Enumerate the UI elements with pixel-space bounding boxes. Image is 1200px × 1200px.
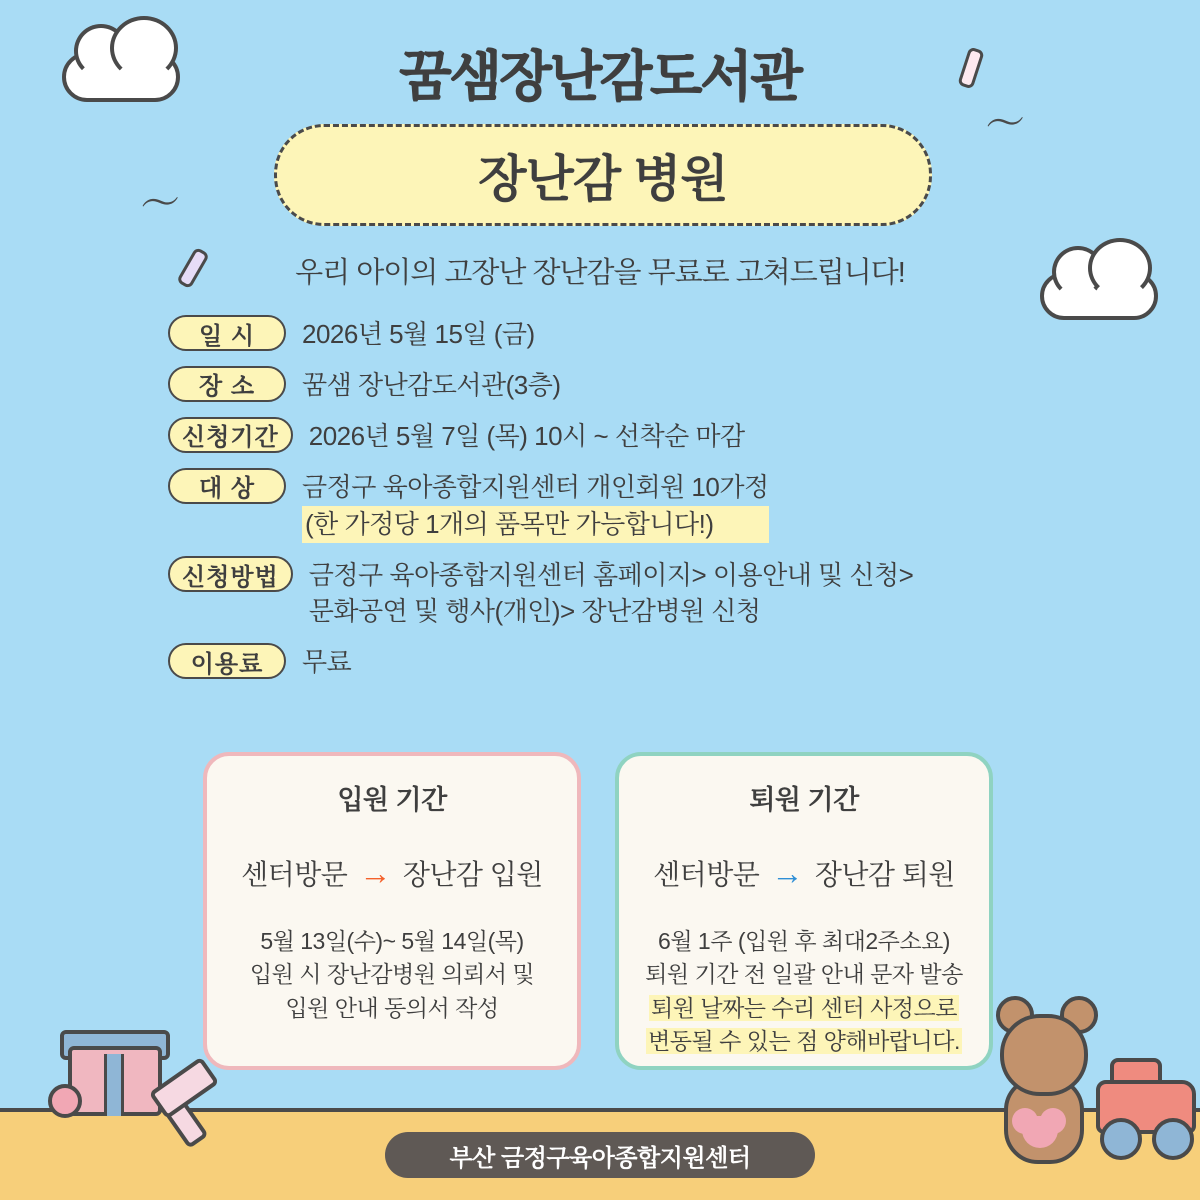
info-row (168, 366, 1128, 404)
info-row (168, 417, 1128, 455)
info-value-line2: 문화공연 및 행사(개인)> 장난감병원 신청 (308, 596, 761, 627)
card-body-highlight: 변동될 수 있는 점 양해바랍니다. (648, 1028, 960, 1055)
info-list (168, 315, 1128, 694)
card-title: 입원 기간 (337, 785, 447, 815)
info-value-line2: (한 가정당 1개의 품목만 가능합니다!) (302, 506, 769, 544)
card-body-highlight: 퇴원 날짜는 수리 센터 사정으로 (651, 994, 957, 1021)
subtitle: 우리 아이의 고장난 장난감을 무료로 고쳐드립니다! (295, 257, 905, 289)
card-group (203, 752, 993, 1070)
card-body (223, 925, 561, 1025)
ball-icon (48, 1084, 82, 1118)
card-body (635, 925, 973, 1058)
card-title: 퇴원 기간 (749, 785, 859, 815)
card-flow (223, 853, 561, 893)
info-value (302, 315, 535, 353)
info-label: 이용료 (168, 643, 286, 679)
info-row (168, 643, 1128, 681)
info-label: 신청방법 (168, 556, 293, 592)
info-value-line1: 금정구 육아종합지원센터 홈페이지> 이용안내 및 신청> (308, 560, 914, 591)
flow-from: 센터방문 (653, 859, 760, 890)
swirl-icon: 〜 (982, 99, 1029, 149)
toy-car-wheel-icon (1152, 1118, 1194, 1160)
page-title: 꿈샘장난감도서관 (399, 47, 801, 107)
info-value (302, 366, 561, 404)
footer-organization: 부산 금정구육아종합지원센터 (385, 1132, 815, 1178)
info-value-line1: 금정구 육아종합지원센터 개인회원 10가정 (302, 471, 769, 502)
card-body-line: 6월 1주 (입원 후 최대2주소요) (658, 928, 950, 954)
info-label: 일 시 (168, 315, 286, 351)
info-label: 대 상 (168, 468, 286, 504)
info-value (302, 468, 769, 544)
swirl-icon: 〜 (137, 179, 184, 229)
info-value-line1: 2026년 5월 15일 (금) (302, 319, 535, 349)
card-body-line: 5월 13일(수)~ 5월 14일(목) (260, 928, 524, 954)
info-value-line1: 2026년 5월 7일 (목) 10시 ~ 선착순 마감 (308, 420, 745, 451)
event-title-pill: 장난감 병원 (274, 124, 932, 226)
info-value (302, 643, 351, 681)
info-value-line1: 무료 (302, 647, 352, 678)
card-body-line (635, 992, 973, 1025)
arrow-right-icon: → (359, 854, 391, 891)
info-row (168, 468, 1128, 544)
flow-to: 장난감 입원 (402, 859, 543, 890)
admission-card (203, 752, 581, 1070)
arrow-right-icon: → (771, 854, 803, 891)
info-row (168, 556, 1128, 630)
toy-car-wheel-icon (1100, 1118, 1142, 1160)
info-label: 장 소 (168, 366, 286, 402)
card-body-line: 퇴원 기간 전 일괄 안내 문자 발송 (645, 961, 963, 988)
flow-to: 장난감 퇴원 (814, 859, 955, 890)
info-row (168, 315, 1128, 353)
info-value (309, 556, 914, 630)
card-body-line (635, 1025, 973, 1058)
flow-from: 센터방문 (241, 859, 348, 890)
card-body-line: 입원 안내 동의서 작성 (285, 994, 499, 1021)
discharge-card (615, 752, 993, 1070)
info-label: 신청기간 (168, 417, 293, 453)
card-flow (635, 853, 973, 893)
gift-box-ribbon-icon (104, 1054, 124, 1116)
info-value (309, 417, 745, 455)
bear-head-icon (1000, 1014, 1088, 1096)
info-value-line1: 꿈샘 장난감도서관(3층) (302, 369, 561, 400)
card-body-line: 입원 시 장난감병원 의뢰서 및 (249, 961, 535, 988)
